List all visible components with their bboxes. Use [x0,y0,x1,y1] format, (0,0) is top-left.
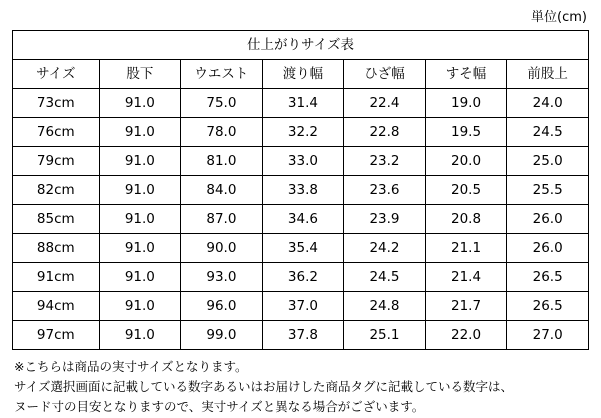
cell-value: 91.0 [99,263,181,292]
cell-value: 27.0 [507,321,589,350]
cell-value: 33.0 [262,147,344,176]
table-row [13,321,589,350]
cell-value: 91.0 [99,234,181,263]
cell-value: 26.5 [507,263,589,292]
row-size-label: 73cm [13,89,100,118]
cell-value: 22.4 [344,89,426,118]
cell-value: 91.0 [99,292,181,321]
cell-value: 25.1 [344,321,426,350]
cell-value: 23.2 [344,147,426,176]
cell-value: 91.0 [99,89,181,118]
cell-value: 91.0 [99,118,181,147]
row-size-label: 97cm [13,321,100,350]
cell-value: 75.0 [181,89,263,118]
cell-value: 21.7 [425,292,507,321]
cell-value: 37.0 [262,292,344,321]
cell-value: 33.8 [262,176,344,205]
cell-value: 20.5 [425,176,507,205]
cell-value: 93.0 [181,263,263,292]
cell-value: 87.0 [181,205,263,234]
cell-value: 20.0 [425,147,507,176]
column-header: 前股上 [507,60,589,89]
cell-value: 84.0 [181,176,263,205]
row-size-label: 82cm [13,176,100,205]
cell-value: 96.0 [181,292,263,321]
cell-value: 24.5 [344,263,426,292]
cell-value: 23.9 [344,205,426,234]
cell-value: 19.5 [425,118,507,147]
cell-value: 19.0 [425,89,507,118]
row-size-label: 88cm [13,234,100,263]
cell-value: 37.8 [262,321,344,350]
table-row [13,89,589,118]
notes-block [12,350,589,417]
table-row [13,176,589,205]
cell-value: 90.0 [181,234,263,263]
note-line: ヌード寸の目安となりますので、実寸サイズと異なる場合がございます。 [14,399,425,414]
cell-value: 24.0 [507,89,589,118]
table-row [13,263,589,292]
cell-value: 34.6 [262,205,344,234]
note-line: サイズ選択画面に記載している数字あるいはお届けした商品タグに記載している数字は、 [14,379,514,394]
column-header: サイズ [13,60,100,89]
note-line: ※こちらは商品の実寸サイズとなります。 [14,359,248,374]
column-header: 渡り幅 [262,60,344,89]
cell-value: 22.8 [344,118,426,147]
cell-value: 21.4 [425,263,507,292]
cell-value: 26.0 [507,205,589,234]
cell-value: 23.6 [344,176,426,205]
column-header: ウエスト [181,60,263,89]
cell-value: 91.0 [99,321,181,350]
cell-value: 99.0 [181,321,263,350]
column-header: すそ幅 [425,60,507,89]
cell-value: 91.0 [99,205,181,234]
cell-value: 91.0 [99,176,181,205]
cell-value: 25.5 [507,176,589,205]
table-row [13,234,589,263]
row-size-label: 94cm [13,292,100,321]
row-size-label: 85cm [13,205,100,234]
cell-value: 36.2 [262,263,344,292]
column-header: ひざ幅 [344,60,426,89]
cell-value: 20.8 [425,205,507,234]
cell-value: 24.8 [344,292,426,321]
cell-value: 81.0 [181,147,263,176]
table-row [13,292,589,321]
cell-value: 31.4 [262,89,344,118]
column-header: 股下 [99,60,181,89]
row-size-label: 79cm [13,147,100,176]
cell-value: 21.1 [425,234,507,263]
cell-value: 22.0 [425,321,507,350]
table-row [13,118,589,147]
cell-value: 24.2 [344,234,426,263]
table-title: 仕上がりサイズ表 [13,31,589,60]
table-row [13,205,589,234]
cell-value: 25.0 [507,147,589,176]
table-title-row [13,31,589,60]
cell-value: 26.0 [507,234,589,263]
cell-value: 91.0 [99,147,181,176]
table-header-row [13,60,589,89]
cell-value: 32.2 [262,118,344,147]
cell-value: 26.5 [507,292,589,321]
cell-value: 78.0 [181,118,263,147]
table-row [13,147,589,176]
cell-value: 24.5 [507,118,589,147]
cell-value: 35.4 [262,234,344,263]
finished-size-table [12,30,589,350]
unit-label: 単位(cm) [531,10,587,25]
row-size-label: 76cm [13,118,100,147]
row-size-label: 91cm [13,263,100,292]
